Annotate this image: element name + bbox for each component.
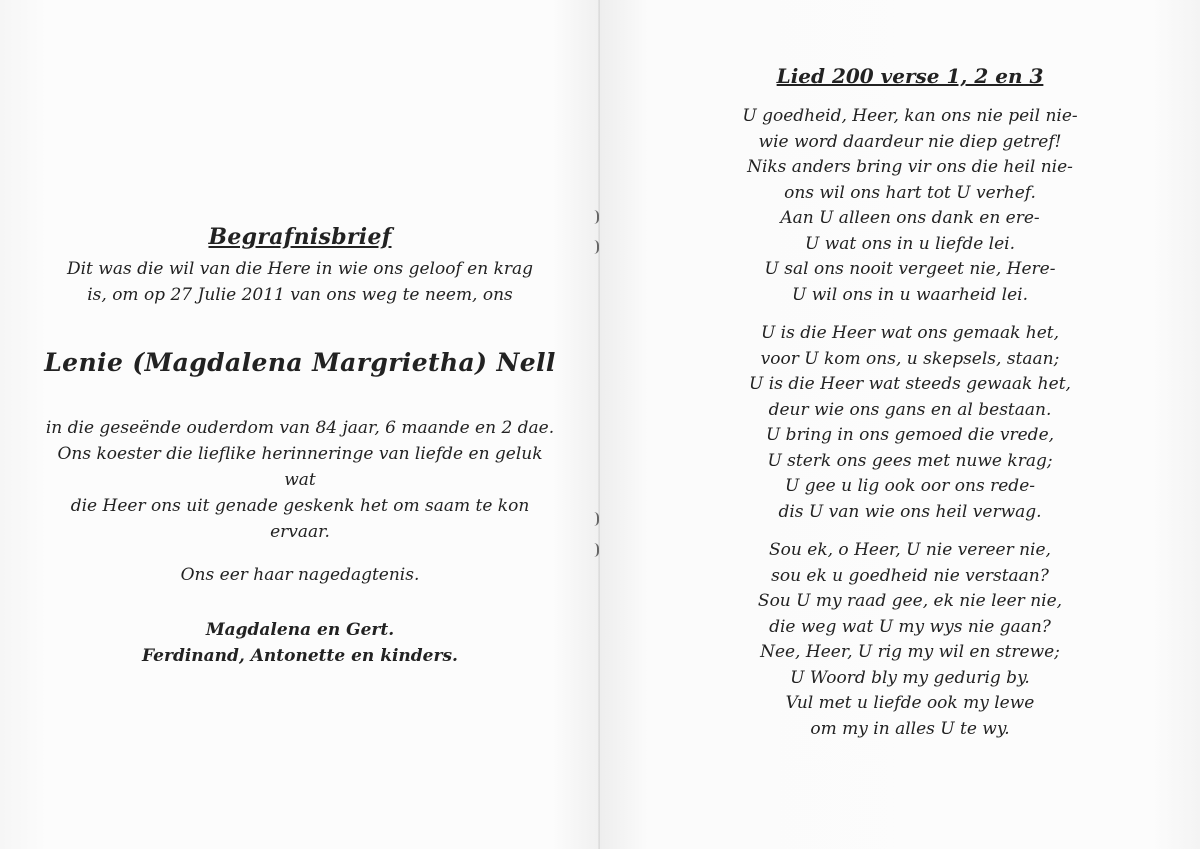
verse-line: U Woord bly my gedurig by.	[790, 667, 1030, 688]
verse-line: U is die Heer wat ons gemaak het,	[760, 323, 1060, 343]
verse-line: om my in alles U te wy.	[810, 718, 1010, 739]
verse-2	[710, 321, 1110, 525]
body-line: Ons koester die lieflike herinneringe van liefde en geluk wat	[57, 444, 543, 490]
notice-title: Begrafnisbrief	[208, 224, 392, 250]
verse-line: dis U van wie ons heil verwag.	[778, 501, 1042, 522]
verse-line: U sterk ons gees met nuwe krag;	[767, 450, 1053, 471]
verse-3	[710, 538, 1110, 742]
verse-line: die weg wat U my wys nie gaan?	[769, 616, 1051, 637]
verse-line: U bring in ons gemoed die vrede,	[765, 425, 1055, 445]
verse-line: Sou ek, o Heer, U nie vereer nie,	[769, 540, 1051, 560]
verse-line: Nee, Heer, U rig my wil en strewe;	[760, 642, 1060, 662]
verse-line: U gee u lig ook oor ons rede-	[784, 476, 1035, 496]
verse-line: deur wie ons gans en al bestaan.	[768, 399, 1052, 420]
honour-line: Ons eer haar nagedagtenis.	[180, 565, 420, 585]
signer-line: Ferdinand, Antonette en kinders.	[142, 646, 458, 666]
verse-line: Sou U my raad gee, ek nie leer nie,	[757, 591, 1063, 611]
verse-line: Niks anders bring vir ons die heil nie-	[747, 157, 1073, 177]
funeral-notice	[40, 224, 560, 669]
intro-line: Dit was die wil van die Here in wie ons geloof en krag	[66, 259, 534, 279]
verse-line: ons wil ons hart tot U verhef.	[784, 182, 1036, 203]
right-page	[600, 0, 1200, 849]
verse-line: voor U kom ons, u skepsels, staan;	[760, 348, 1060, 369]
verse-line: Vul met u liefde ook my lewe	[785, 693, 1035, 713]
verse-1	[710, 104, 1110, 308]
verse-line: U goedheid, Heer, kan ons nie peil nie-	[742, 106, 1078, 126]
intro-line: is, om op 27 Julie 2011 van ons weg te neem, ons	[87, 285, 513, 305]
body-line: in die geseënde ouderdom van 84 jaar, 6 maande en 2 dae.	[45, 418, 555, 438]
verse-line: wie word daardeur nie diep getref!	[758, 131, 1062, 152]
verse-line: U is die Heer wat steeds gewaak het,	[749, 374, 1071, 394]
signers	[40, 617, 560, 669]
hymn	[710, 64, 1110, 755]
verse-line: Aan U alleen ons dank en ere-	[780, 208, 1040, 228]
verse-line: U wil ons in u waarheid lei.	[791, 284, 1029, 305]
hymn-title: Lied 200 verse 1, 2 en 3	[776, 64, 1044, 88]
verse-line: U wat ons in u liefde lei.	[804, 233, 1016, 254]
verse-line: sou ek u goedheid nie verstaan?	[771, 565, 1049, 586]
deceased-name: Lenie (Magdalena Margrietha) Nell	[44, 348, 556, 377]
body-line: die Heer ons uit genade geskenk het om saam te kon ervaar.	[70, 496, 530, 542]
verse-line: U sal ons nooit vergeet nie, Here-	[764, 259, 1056, 279]
signer-line: Magdalena en Gert.	[205, 620, 395, 640]
